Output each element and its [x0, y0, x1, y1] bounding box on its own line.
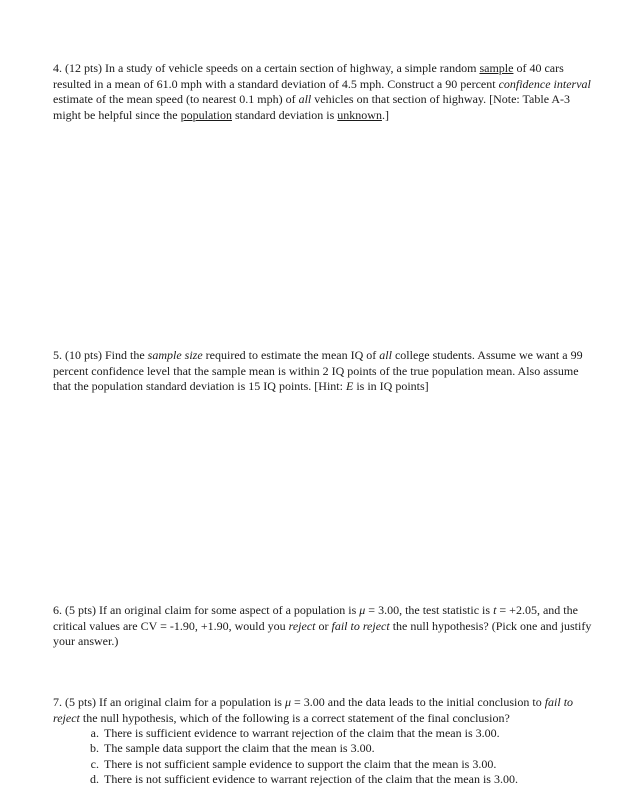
- q7-text-2: = 3.00 and the data leads to the initial conclusion to: [290, 695, 545, 709]
- q4-text-5: standard deviation is: [231, 107, 338, 122]
- q6-fail-to-reject-term: fail to reject: [331, 618, 390, 633]
- q5-all-term: all: [379, 348, 392, 362]
- q6-text-2: = 3.00, the test statistic is: [365, 603, 494, 617]
- q6-t-symbol: t: [493, 603, 497, 617]
- q7-choice-a: a. There is sufficient evidence to warrant rejection of the claim that the mean is 3.00.: [102, 726, 640, 741]
- q5-sample-size-term: sample size: [147, 348, 203, 362]
- q4-population-term: population: [180, 107, 232, 122]
- q5-text-2: required to estimate the mean IQ of: [202, 348, 380, 362]
- q4-text-6: .]: [381, 107, 389, 122]
- q6-text-3: = +2.05, and the critical values are CV = -1.90, +1.90, would you: [53, 603, 578, 633]
- question-6: [53, 603, 593, 650]
- q4-confidence-interval-term: confidence interval: [498, 76, 591, 91]
- q4-text-2: of 40 cars resulted in a mean of 61.0 mph with a standard deviation of 4.5 mph. Construct a 90 percent: [53, 61, 564, 91]
- q7-choice-b: b. The sample data support the claim that the mean is 3.00.: [102, 741, 640, 756]
- q7-text-3: the null hypothesis, which of the following is a correct statement of the final conclusion?: [79, 710, 510, 725]
- q7-choice-list: [53, 726, 640, 788]
- q5-text-1: 5. (10 pts) Find the: [53, 348, 148, 362]
- q6-text-1: 6. (5 pts) If an original claim for some aspect of a population is: [53, 603, 360, 617]
- q6-mu-symbol: μ: [359, 603, 366, 617]
- q7-choice-d: d. There is not sufficient evidence to warrant rejection of the claim that the mean is 3.00.: [102, 772, 640, 787]
- q4-text-4: vehicles on that section of highway. [Note: Table A-3 might be helpful since the: [53, 92, 571, 122]
- q7-fail-to-reject-term: fail to reject: [53, 695, 574, 725]
- question-5: [53, 348, 593, 395]
- q7-choice-c: c. There is not sufficient sample evidence to support the claim that the mean is 3.00.: [102, 757, 640, 772]
- q4-all-term: all: [298, 92, 312, 107]
- q5-text-4: is in IQ points]: [353, 379, 429, 394]
- q6-text-5: the null hypothesis? (Pick one and justify your answer.): [53, 618, 592, 649]
- question-7: [53, 695, 593, 726]
- q6-text-4: or: [315, 618, 332, 633]
- q7-text-1: 7. (5 pts) If an original claim for a population is: [53, 695, 285, 709]
- q6-reject-term: reject: [288, 618, 316, 633]
- q7-mu-symbol: μ: [284, 695, 291, 709]
- q5-text-3: college students. Assume we want a 99 percent confidence level that the sample mean is within 2 IQ points of the true population mean. Also assume that the population standard deviation is 15 IQ points. [Hint:: [53, 348, 583, 394]
- question-4: [53, 61, 593, 123]
- q4-sample-term: sample: [479, 61, 514, 75]
- q4-text-1: 4. (12 pts) In a study of vehicle speeds on a certain section of highway, a simple random: [53, 61, 480, 75]
- q4-unknown-term: unknown: [337, 107, 382, 122]
- q5-e-symbol: E: [345, 379, 354, 394]
- q4-text-3: estimate of the mean speed (to nearest 0.1 mph) of: [53, 92, 299, 107]
